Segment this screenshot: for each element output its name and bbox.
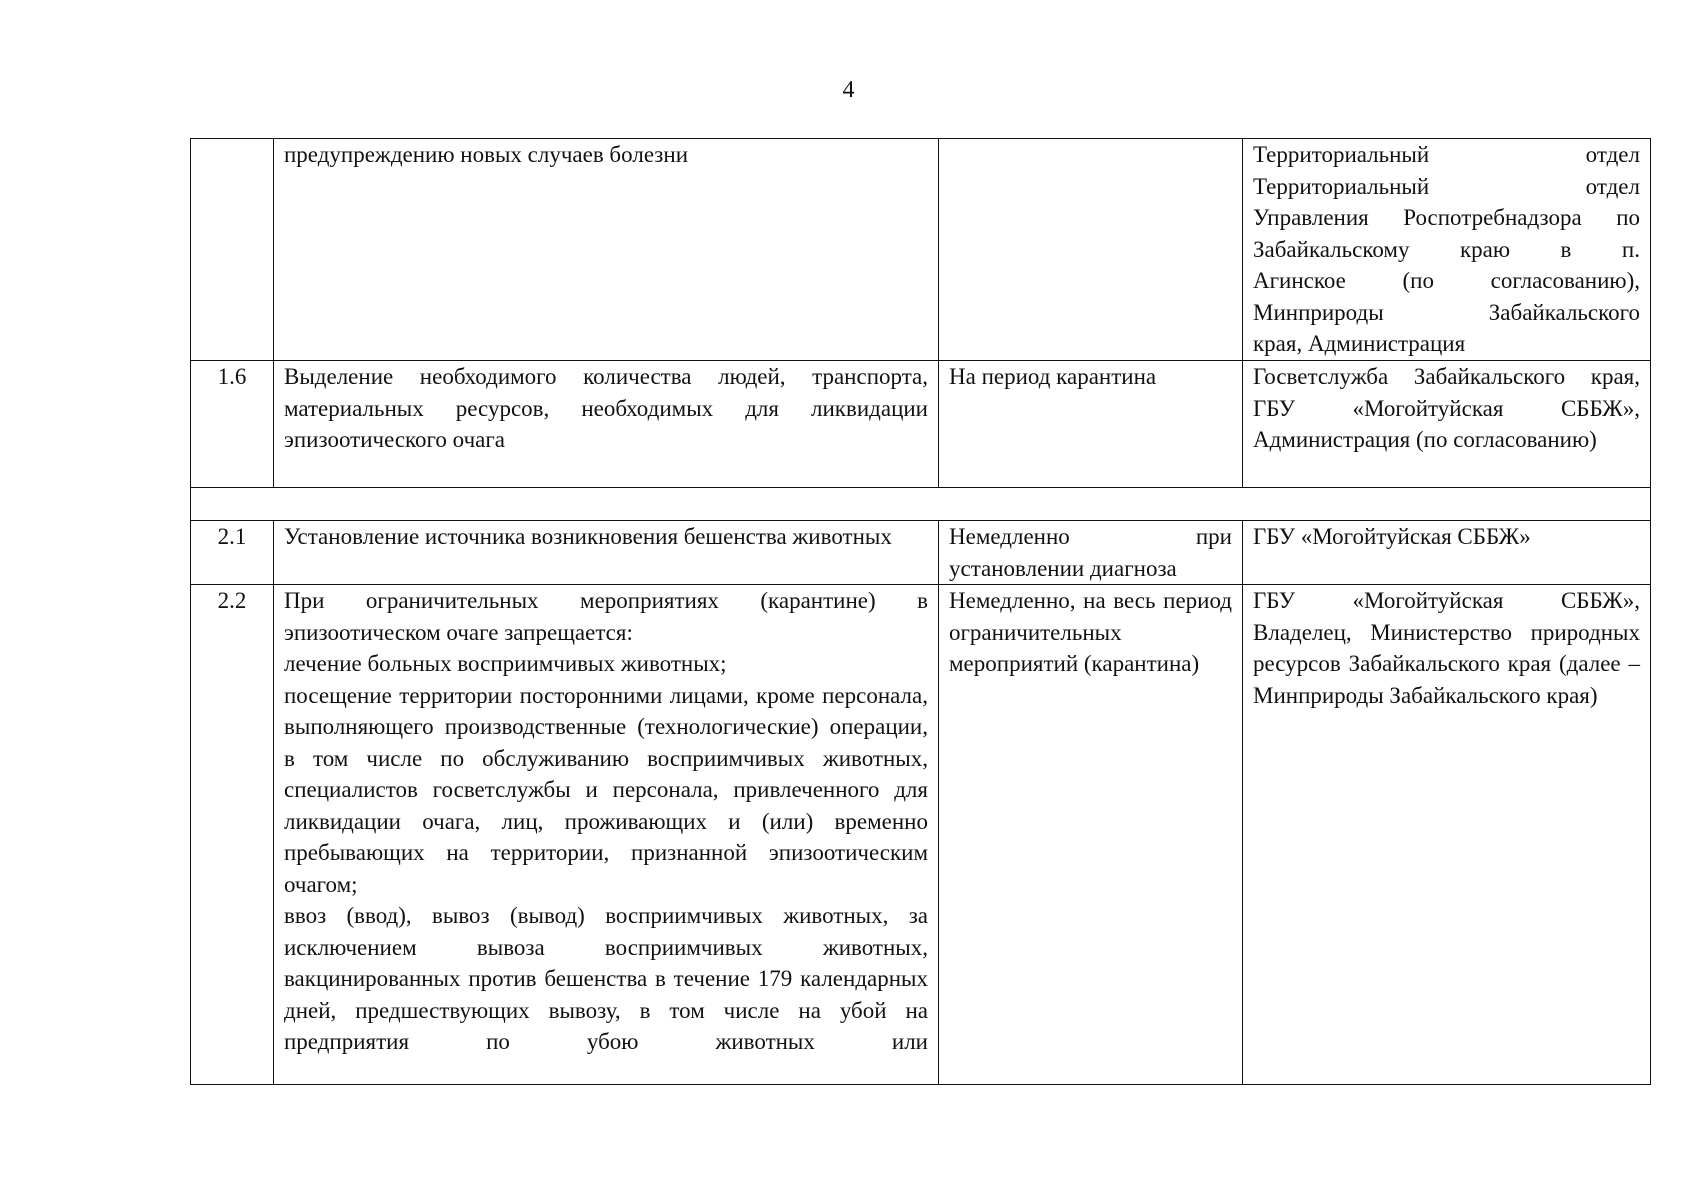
measure-cell: предупреждению новых случаев болезни xyxy=(274,139,939,361)
table-row xyxy=(191,361,1651,488)
responsible-cell: ГБУ «Могойтуйская СББЖ» xyxy=(1243,521,1651,585)
term-cell: На период карантина xyxy=(939,361,1243,488)
responsible-cell: ГБУ «Могойтуйская СББЖ», Владелец, Министерство природных ресурсов Забайкальского края (далее – Минприроды Забайкальского края) xyxy=(1243,585,1651,1085)
section-heading xyxy=(191,488,1651,521)
table-row xyxy=(191,585,1651,1085)
responsible-line: Минприроды Забайкальского xyxy=(1253,299,1640,325)
row-number: 1.6 xyxy=(191,361,274,488)
row-number: 2.1 xyxy=(191,521,274,585)
term-cell xyxy=(939,139,1243,361)
term-cell: Немедленно, на весь период ограничительных мероприятий (карантина) xyxy=(939,585,1243,1085)
responsible-line: Забайкальскому краю в п. xyxy=(1253,236,1640,262)
measure-cell: Установление источника возникновения бешенства животных xyxy=(274,521,939,585)
measure-cell: Выделение необходимого количества людей, транспорта, материальных ресурсов, необходимых для ликвидации эпизоотического очага xyxy=(274,361,939,488)
measure-paragraph: При ограничительных мероприятиях (карантине) в эпизоотическом очаге запрещается: xyxy=(284,588,928,645)
term-cell: Немедленно при установлении диагноза xyxy=(939,521,1243,585)
responsible-line: Территориальный отдел xyxy=(1253,142,1640,167)
measures-table xyxy=(190,138,1651,1085)
responsible-line: Территориальный отдел xyxy=(1253,173,1640,199)
measure-paragraph: посещение территории посторонними лицами, кроме персонала, выполняющего производственные (технологические) операции, в том числе по обслуживанию восприимчивых животных, специалистов госветслужбы и персонала, привлеченного для ликвидации очага, лиц, проживающих и (или) временно пребывающих на территории, признанной эпизоотическим очагом; xyxy=(284,682,928,897)
section-row xyxy=(191,488,1651,521)
measure-paragraph: лечение больных восприимчивых животных; xyxy=(284,651,727,676)
responsible-cell xyxy=(1243,139,1651,361)
page-number: 4 xyxy=(842,77,855,103)
responsible-line: Агинское (по согласованию), xyxy=(1253,268,1640,293)
measure-paragraph: ввоз (ввод), вывоз (вывод) восприимчивых животных, за исключением вывоза восприимчивых животных, вакцинированных против бешенства в течение 179 календарных дней, предшествующих вывозу, в том числе на убой на предприятия по убою животных или xyxy=(284,903,928,1054)
table-row xyxy=(191,521,1651,585)
responsible-cell: Госветслужба Забайкальского края, ГБУ «Могойтуйская СББЖ», Администрация (по согласованию) xyxy=(1243,361,1651,488)
responsible-line: Управления Роспотребнадзора по xyxy=(1253,205,1640,230)
table-row xyxy=(191,139,1651,361)
row-number xyxy=(191,139,274,361)
responsible-line: края, Администрация xyxy=(1253,331,1466,356)
measure-cell xyxy=(274,585,939,1085)
row-number: 2.2 xyxy=(191,585,274,1085)
